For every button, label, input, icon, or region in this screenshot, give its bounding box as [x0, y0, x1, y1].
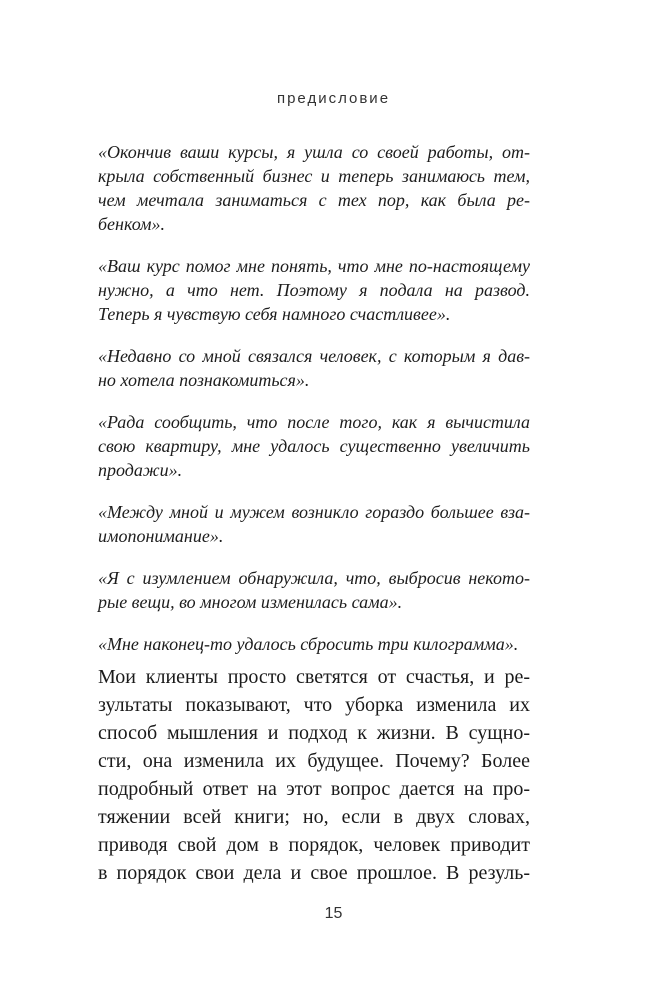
quote-line: продажи». [98, 460, 183, 480]
testimonial-quote [98, 500, 530, 548]
body-line: в порядок свои дела и свое прошлое. В резуль- [98, 862, 530, 884]
body-line: приводя свой дом в порядок, человек приводит [98, 834, 530, 856]
testimonial-quote [98, 566, 530, 614]
quote-line: крыла собственный бизнес и теперь занимаюсь тем, [98, 166, 530, 186]
body-line: Мои клиенты просто светятся от счастья, и ре- [98, 666, 530, 688]
quote-line: «Окончив ваши курсы, я ушла со своей работы, от- [98, 142, 530, 162]
body-line: сти, она изменила их будущее. Почему? Более [98, 750, 530, 772]
testimonial-quote [98, 410, 530, 482]
body-line: зультаты показывают, что уборка изменила их [98, 694, 530, 716]
testimonial-quote [98, 632, 530, 656]
quote-line: Теперь я чувствую себя намного счастливее». [98, 304, 451, 324]
quote-line: «Ваш курс помог мне понять, что мне по-настоящему [98, 256, 530, 276]
quote-line: «Недавно со мной связался человек, с которым я дав- [98, 346, 530, 366]
testimonial-quotes [98, 140, 530, 674]
body-line: тяжении всей книги; но, если в двух словах, [98, 806, 530, 828]
quote-line: «Рада сообщить, что после того, как я вычистила [98, 412, 530, 432]
body-line: подробный ответ на этот вопрос дается на про- [98, 778, 530, 800]
quote-line: нужно, а что нет. Поэтому я подала на развод. [98, 280, 530, 300]
testimonial-quote [98, 254, 530, 326]
quote-line: бенком». [98, 214, 166, 234]
quote-line: рые вещи, во многом изменилась сама». [98, 592, 403, 612]
body-paragraph [98, 663, 530, 887]
quote-line: «Я с изумлением обнаружила, что, выбросив некото- [98, 568, 530, 588]
testimonial-quote [98, 344, 530, 392]
quote-line: чем мечтала заниматься с тех пор, как была ре- [98, 190, 530, 210]
quote-line: «Мне наконец-то удалось сбросить три килограмма». [98, 634, 519, 654]
quote-line: свою квартиру, мне удалось существенно увеличить [98, 436, 530, 456]
quote-line: имопонимание». [98, 526, 224, 546]
page-number: 15 [324, 905, 343, 922]
body-line: способ мышления и подход к жизни. В сущно- [98, 722, 530, 744]
running-header: предисловие [276, 90, 391, 107]
quote-line: «Между мной и мужем возникло гораздо большее вза- [98, 502, 530, 522]
testimonial-quote [98, 140, 530, 236]
quote-line: но хотела познакомиться». [98, 370, 310, 390]
